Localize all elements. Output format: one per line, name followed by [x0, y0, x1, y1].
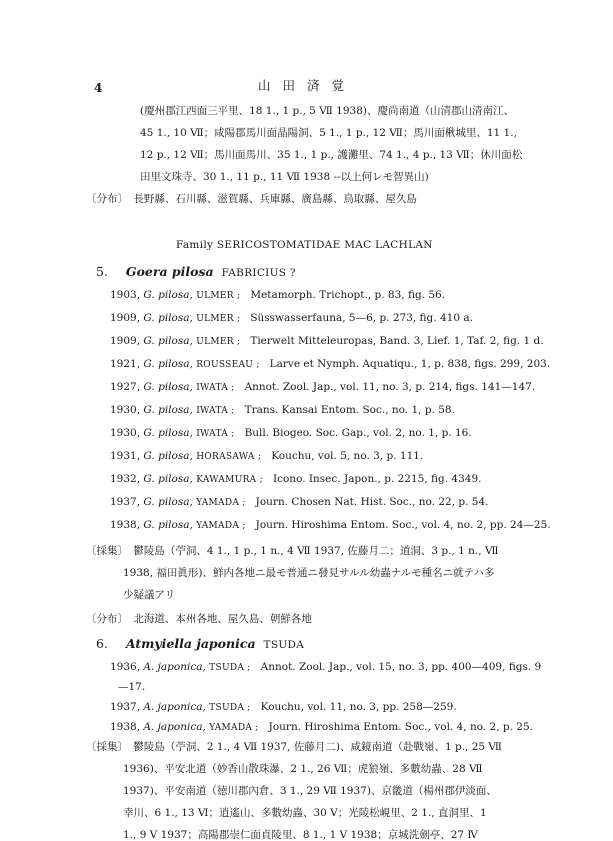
ref-source: Kouchu, vol. 5, no. 3, p. 111. — [271, 450, 424, 462]
distribution-tag: 〔分布〕 — [86, 613, 128, 625]
ref-year: 1932, — [110, 473, 141, 485]
species-heading — [96, 638, 304, 651]
reference-entry — [110, 722, 533, 733]
ref-author: ULMER ; — [196, 314, 241, 324]
collection-text: 鬱陵島（苧洞、2 1., 4 Ⅶ 1937, 佐藤月二)、咸鏡南道（赴戰嶺、1 p., 25 Ⅶ — [133, 741, 502, 753]
ref-taxon: G. pilosa, — [143, 358, 193, 370]
ref-taxon: G. pilosa, — [143, 496, 193, 508]
reference-entry — [110, 382, 535, 393]
ref-author: YAMADA ; — [209, 723, 259, 733]
reference-entry — [110, 405, 455, 416]
collection-line: 少疑議アリ — [123, 589, 176, 601]
ref-year: 1931, — [110, 450, 141, 462]
ref-year: 1937, — [110, 701, 141, 713]
species-number: 6. — [96, 636, 108, 651]
reference-entry — [110, 336, 544, 347]
ref-source: Journ. Chosen Nat. Hist. Soc., no. 22, p. 54. — [255, 496, 489, 508]
species-name: Atmyiella japonica — [125, 636, 256, 651]
ref-source: Annot. Zool. Jap., vol. 11, no. 3, p. 214, figs. 141—147. — [244, 381, 536, 393]
page-number: 4 — [94, 81, 103, 95]
reference-entry — [110, 497, 488, 508]
ref-source: Metamorph. Trichopt., p. 83, fig. 56. — [250, 289, 446, 301]
reference-entry — [110, 662, 541, 673]
ref-taxon: G. pilosa, — [143, 312, 193, 324]
ref-author: KAWAMURA ; — [196, 475, 263, 485]
distribution-text: 長野縣、石川縣、滋賀縣、兵庫縣、廣島縣、鳥取縣、屋久島 — [133, 193, 417, 205]
ref-author: HORASAWA ; — [196, 452, 262, 462]
ref-source: Bull. Biogeo. Soc. Gap., vol. 2, no. 1, p. 16. — [244, 427, 472, 439]
ref-taxon: G. pilosa, — [143, 381, 193, 393]
distribution-tag: 〔分布〕 — [86, 193, 128, 205]
collection-line: 1937)、平安南道（徳川郡內倉、3 1., 29 Ⅶ 1937)、京畿道（楊州郡伊淡面、 — [123, 785, 497, 797]
collection-text: 鬱陵島（苧洞、4 1., 1 p., 1 n., 4 Ⅶ 1937, 佐藤月二；道洞、3 p., 1 n., Ⅶ — [133, 545, 499, 557]
ref-year: 1930, — [110, 427, 141, 439]
family-heading: Family SERICOSTOMATIDAE MAC LACHLAN — [176, 239, 433, 251]
collection-line — [86, 742, 502, 753]
ref-source: Annot. Zool. Jap., vol. 15, no. 3, pp. 400—409, figs. 9 — [260, 661, 542, 673]
ref-year: 1936, — [110, 661, 141, 673]
continuation-line: 田里文珠寺、30 1., 11 p., 11 Ⅶ 1938 --以上何レモ智異山) — [140, 171, 429, 183]
ref-year: 1921, — [110, 358, 141, 370]
ref-taxon: G. pilosa, — [143, 519, 193, 531]
ref-author: ULMER ; — [196, 337, 241, 347]
ref-taxon: A. japonica, — [143, 701, 206, 713]
ref-taxon: G. pilosa, — [143, 427, 193, 439]
ref-author: YAMADA ; — [196, 498, 246, 508]
ref-year: 1927, — [110, 381, 141, 393]
species-number: 5. — [96, 264, 108, 279]
collection-tag: 〔採集〕 — [86, 741, 128, 753]
collection-line: 幸川、6 1., 13 Ⅵ；逍遙山、多數幼蟲、30 Ⅴ；光陵松峴里、2 1., 直洞里、1 — [123, 807, 487, 819]
ref-year: 1909, — [110, 312, 141, 324]
distribution-text: 北海道、本州各地、屋久島、朝鮮各地 — [133, 613, 312, 625]
ref-source: Kouchu, vol. 11, no. 3, pp. 258—259. — [260, 701, 457, 713]
ref-author: ROUSSEAU ; — [196, 360, 260, 370]
species-heading — [96, 266, 296, 279]
ref-year: 1938, — [110, 519, 141, 531]
reference-entry — [110, 451, 423, 462]
continuation-line: 45 1., 10 Ⅶ；咸陽郡馬川面晶陽洞、5 1., 1 p., 12 Ⅶ；馬川面楸城里、11 1., — [140, 127, 517, 139]
species-author: FABRICIUS ? — [221, 267, 296, 279]
ref-source: Journ. Hiroshima Entom. Soc., vol. 4, no. 2, pp. 24—25. — [255, 519, 551, 531]
ref-source: Larve et Nymph. Aquatiqu., 1, p. 838, figs. 299, 203. — [269, 358, 551, 370]
species-name: Goera pilosa — [125, 264, 214, 279]
ref-author: YAMADA ; — [196, 521, 246, 531]
collection-line: 1., 9 Ⅴ 1937；高陽郡崇仁面貞陵里、8 1., 1 Ⅴ 1938；京城洗劍亭、27 Ⅳ — [123, 829, 478, 841]
ref-source: Trans. Kansai Entom. Soc., no. 1, p. 58. — [244, 404, 455, 416]
ref-author: TSUDA ; — [209, 663, 251, 673]
reference-entry — [110, 359, 550, 370]
reference-continuation: —17. — [118, 681, 146, 693]
ref-source: Tierwelt Mitteleuropas, Band. 3, Lief. 1, Taf. 2, fig. 1 d. — [250, 335, 544, 347]
collection-line: 1936)、平安北道（妙香山散珠瀑、2 1., 26 Ⅶ；虎狼嶺、多數幼蟲、28 Ⅶ — [123, 763, 483, 775]
ref-year: 1937, — [110, 496, 141, 508]
species-author: TSUDA — [263, 639, 305, 651]
ref-author: IWATA ; — [196, 406, 235, 416]
distribution-line — [86, 614, 312, 625]
ref-author: ULMER ; — [196, 291, 241, 301]
ref-taxon: G. pilosa, — [143, 473, 193, 485]
ref-taxon: A. japonica, — [143, 721, 206, 733]
reference-entry — [110, 702, 457, 713]
ref-source: Journ. Hiroshima Entom. Soc., vol. 4, no. 2, p. 25. — [268, 721, 533, 733]
ref-author: IWATA ; — [196, 429, 235, 439]
reference-entry — [110, 290, 445, 301]
ref-taxon: G. pilosa, — [143, 404, 193, 416]
ref-year: 1938, — [110, 721, 141, 733]
ref-author: TSUDA ; — [209, 703, 251, 713]
continuation-line: (慶州郡江西面三平里、18 1., 1 p., 5 Ⅶ 1938)、慶尚南道（山清郡山清南江、 — [140, 105, 514, 117]
reference-entry — [110, 428, 472, 439]
ref-author: IWATA ; — [196, 383, 235, 393]
ref-year: 1930, — [110, 404, 141, 416]
ref-source: Süsswasserfauna, 5—6, p. 273, fig. 410 a. — [250, 312, 473, 324]
distribution-line — [86, 194, 417, 205]
collection-tag: 〔採集〕 — [86, 545, 128, 557]
running-header: 山田済覚 — [258, 78, 357, 93]
ref-source: Icono. Insec. Japon., p. 2215, fig. 4349. — [272, 473, 482, 485]
reference-entry — [110, 474, 482, 485]
ref-taxon: G. pilosa, — [143, 450, 193, 462]
reference-entry — [110, 520, 551, 531]
ref-taxon: G. pilosa, — [143, 289, 193, 301]
ref-year: 1909, — [110, 335, 141, 347]
ref-taxon: A. japonica, — [143, 661, 206, 673]
ref-year: 1903, — [110, 289, 141, 301]
reference-entry — [110, 313, 473, 324]
collection-line: 1938, 福田眞形)、鮮内各地ニ最モ普通ニ發見サルル幼蟲ナルモ種名ニ就テハ多 — [123, 567, 495, 579]
ref-taxon: G. pilosa, — [143, 335, 193, 347]
collection-line — [86, 546, 499, 557]
continuation-line: 12 p., 12 Ⅶ；馬川面馬川、35 1., 1 p., 護灘里、74 1., 4 p., 13 Ⅶ；休川面松 — [140, 149, 523, 161]
